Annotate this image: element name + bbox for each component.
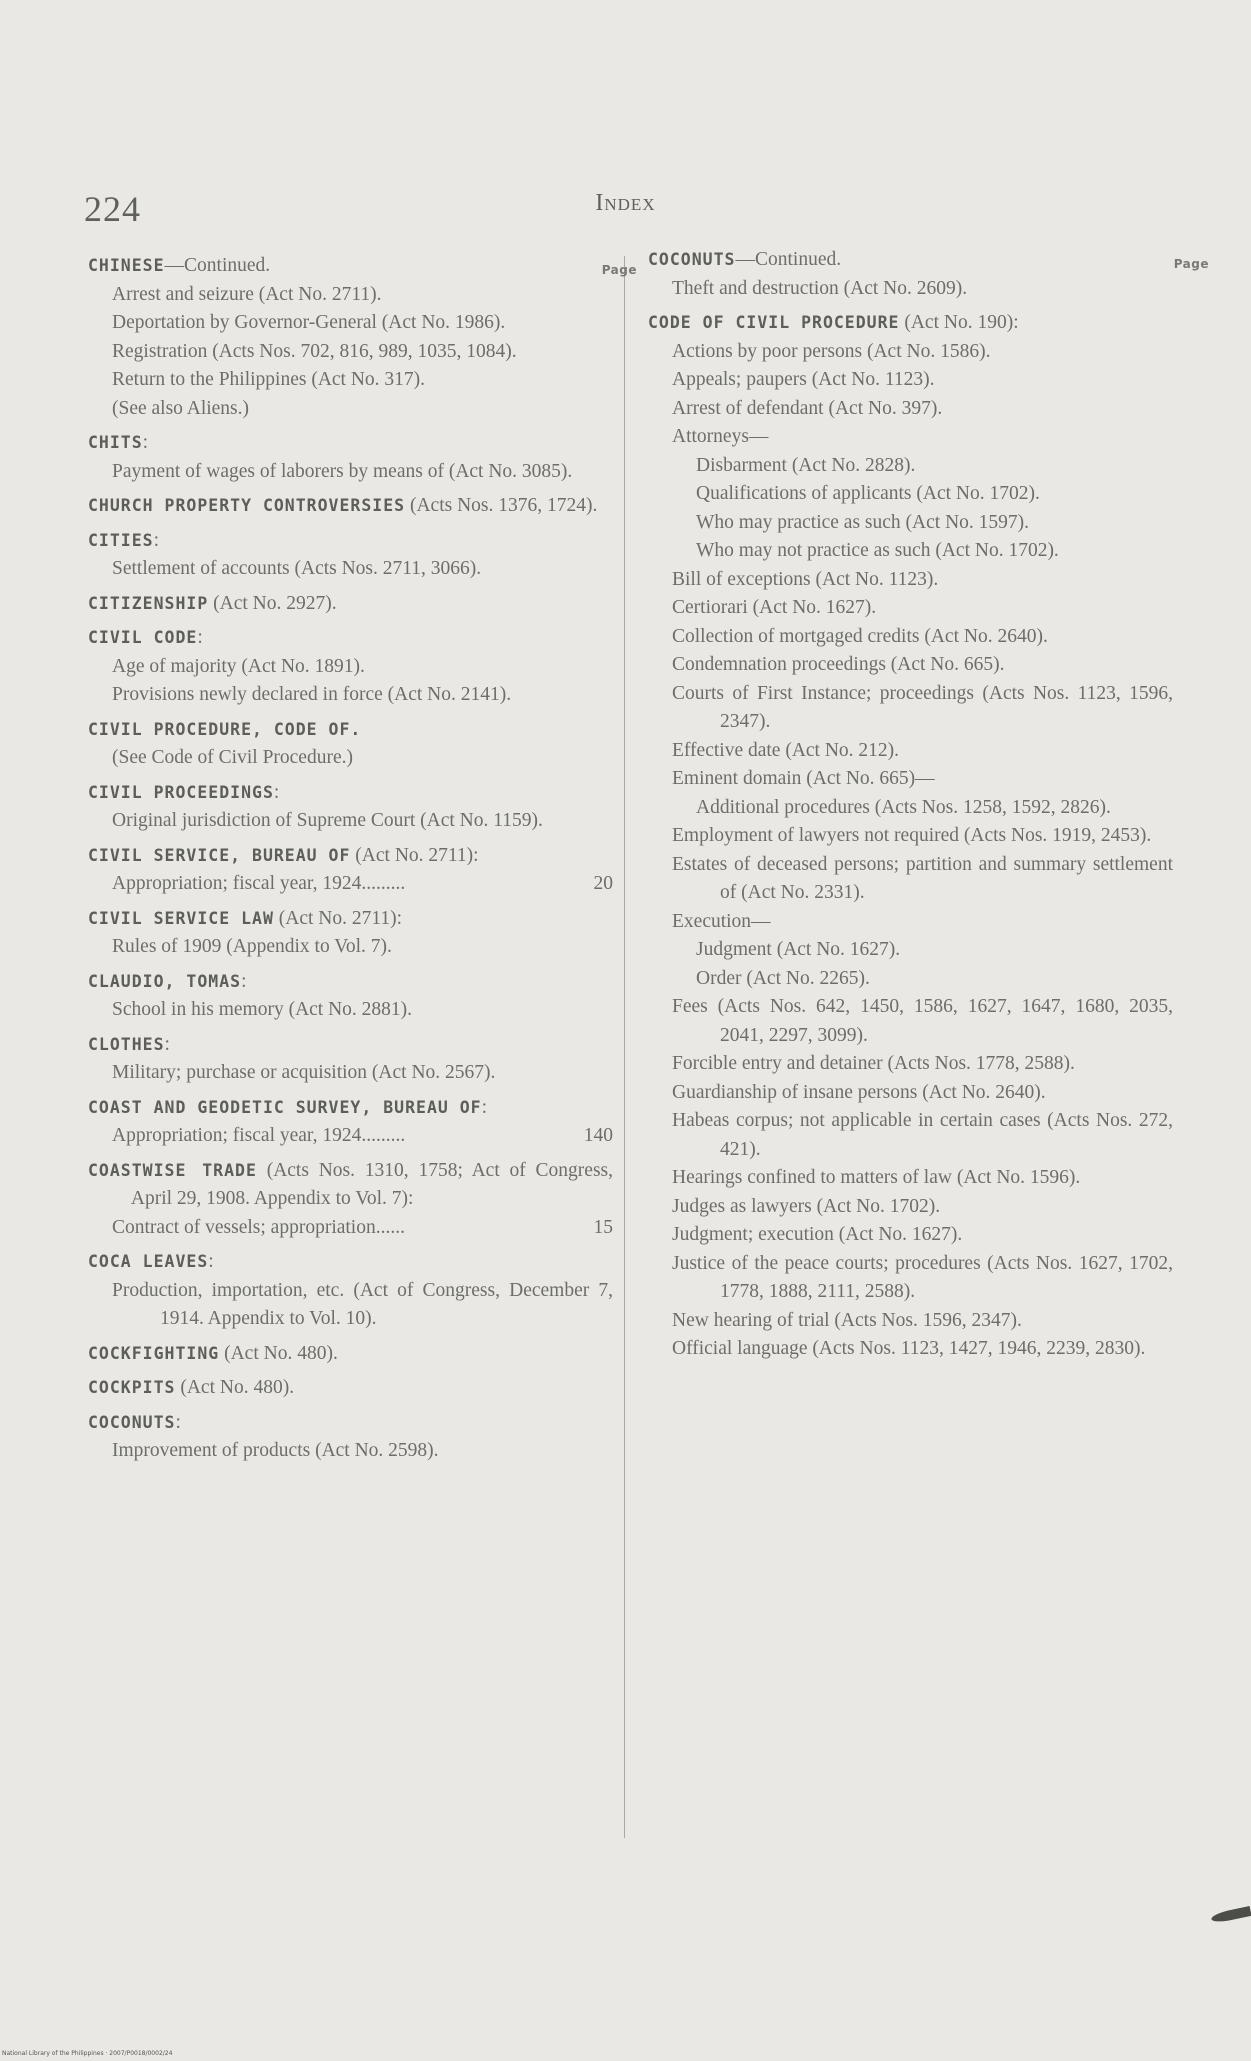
sub-entry-text: Contract of vessels; appropriation...... [112,1216,405,1238]
sub-entry [648,965,1173,994]
left-column [88,252,637,1472]
heading-label: CLOTHES [88,1034,165,1054]
sub-entry-text: Judgment (Act No. 1627). [696,939,901,960]
sub-entry-text: Judgment; execution (Act No. 1627). [672,1224,963,1245]
right-column [648,246,1209,1370]
index-entry [88,842,613,899]
sub-entry-text: Military; purchase or acquisition (Act No. 2567). [112,1062,496,1083]
index-entry [88,624,613,710]
sub-entry-text: Eminent domain (Act No. 665)— [672,768,935,789]
sub-entry-text: Production, importation, etc. (Act of Congress, December 7, 1914. Appendix to Vol. 10). [112,1279,613,1329]
sub-entry [648,1307,1173,1336]
heading-label: CIVIL PROCEEDINGS [88,782,274,802]
heading-suffix: —Continued. [735,249,842,270]
footer-credit: National Library of the Philippines · 2007/P0018/0002/24 [2,2050,173,2057]
index-entry [88,429,613,486]
index-entry [88,1094,613,1151]
sub-entry [88,555,613,584]
sub-entry [648,680,1173,737]
sub-entry [88,1122,613,1151]
sub-entry [648,566,1173,595]
heading-label: COCA LEAVES [88,1252,209,1271]
heading-label: CODE OF CIVIL PROCEDURE [648,313,900,332]
heading-label: COCONUTS [88,1412,176,1432]
entry-heading [88,716,613,745]
heading-suffix: : [142,432,149,453]
heading-label: CIVIL SERVICE LAW [88,908,274,928]
sub-entry-text: Who may practice as such (Act No. 1597). [696,511,1030,533]
sub-entry [648,509,1173,538]
sub-entry [648,480,1173,509]
sub-entry [88,1059,613,1088]
heading-label: COCKFIGHTING [88,1343,220,1363]
sub-entry [88,1214,613,1243]
sub-entry-text: Fees (Acts Nos. 642, 1450, 1586, 1627, 1647, 1680, 2035, 2041, 2297, 3099). [672,996,1173,1046]
sub-entry [88,807,613,836]
sub-entry-text: Payment of wages of laborers by means of (Act No. 3085). [112,460,573,482]
index-entry [88,1031,613,1088]
sub-entry [648,936,1173,965]
sub-entry-text: Provisions newly declared in force (Act No. 2141). [112,684,512,705]
index-entry [648,246,1173,303]
heading-label: COASTWISE TRADE [88,1160,257,1180]
sub-entry-text: Settlement of accounts (Acts Nos. 2711, 3066). [112,558,482,579]
heading-label: CHURCH PROPERTY CONTROVERSIES [88,496,406,515]
heading-suffix: (Acts Nos. 1376, 1724). [405,495,598,516]
sub-entry-text: Age of majority (Act No. 1891). [112,655,365,677]
sub-entry [88,996,613,1025]
heading-suffix: (Acts Nos. 1310, 1758; Act of Congress, April 29, 1908. Appendix to Vol. 7): [130,1159,613,1209]
sub-entry-text: Additional procedures (Acts Nos. 1258, 1592, 2826). [696,796,1111,818]
heading-suffix: (Act No. 190): [899,312,1019,333]
sub-entry-text: Execution— [672,910,771,932]
heading-suffix: (Act No. 2711): [350,844,479,866]
heading-label: COCONUTS [648,250,736,269]
heading-suffix: : [164,1033,170,1055]
heading-suffix: (Act No. 480). [219,1342,338,1364]
index-entry [88,1340,613,1369]
sub-entry [648,395,1173,424]
sub-entry-text: Disbarment (Act No. 2828). [696,454,916,476]
sub-entry-text: Forcible entry and detainer (Acts Nos. 1778, 2588). [672,1053,1075,1074]
sub-entry-text: Theft and destruction (Act No. 2609). [672,277,968,299]
heading-label: CLAUDIO, TOMAS [88,971,242,991]
heading-suffix: (Act No. 480). [175,1377,295,1398]
page-column-label: Page [1173,257,1209,271]
heading-suffix: (Act No. 2927). [208,592,337,614]
page-column-label: Page [601,263,637,277]
sub-entry-text: Actions by poor persons (Act No. 1586). [672,340,991,362]
sub-entry-text: Who may not practice as such (Act No. 1702). [696,540,1059,561]
sub-entry-text: Appropriation; fiscal year, 1924......... [112,873,406,894]
heading-suffix: : [241,970,247,992]
running-head: Index [595,190,656,216]
index-entry [88,492,613,521]
entry-heading [88,1374,613,1403]
sub-entry [648,1193,1173,1222]
sub-entry-text: Effective date (Act No. 212). [672,739,900,761]
sub-entry-text: Attorneys— [672,426,769,447]
sub-entry-text: Improvement of products (Act No. 2598). [112,1440,439,1461]
sub-entry [648,594,1173,623]
heading-label: CITIZENSHIP [88,593,209,613]
sub-entry [648,1335,1173,1364]
sub-entry [88,309,613,338]
sub-entry-text: Habeas corpus; not applicable in certain cases (Acts Nos. 272, 421). [672,1110,1173,1160]
sub-entry [648,452,1173,481]
heading-label: CHINESE [88,256,165,275]
sub-entry [648,366,1173,395]
index-entry [88,590,613,619]
heading-label: CIVIL SERVICE, BUREAU OF [88,845,351,865]
sub-entry-text: Arrest of defendant (Act No. 397). [672,397,943,419]
sub-entry-text: Employment of lawyers not required (Acts Nos. 1919, 2453). [672,825,1152,846]
sub-entry-text: Order (Act No. 2265). [696,967,870,989]
sub-entry-text: Appropriation; fiscal year, 1924......... [112,1125,406,1146]
sub-entry-text: Condemnation proceedings (Act No. 665). [672,654,1005,675]
index-entry [88,1248,613,1334]
sub-entry-text: Original jurisdiction of Supreme Court (Act No. 1159). [112,810,543,831]
sub-entry-text: School in his memory (Act No. 2881). [112,999,413,1020]
index-entry [88,779,613,836]
sub-entry [648,794,1173,823]
entry-heading [88,905,613,934]
sub-entry [88,1437,613,1466]
entry-heading [88,1340,613,1369]
sub-entry-text: Hearings confined to matters of law (Act No. 1596). [672,1167,1081,1188]
sub-entry [648,737,1173,766]
sub-entry [648,275,1173,304]
page-number: 224 [84,189,141,229]
entry-heading [88,1409,613,1438]
index-entry [88,252,613,423]
sub-entry-text: Appeals; paupers (Act No. 1123). [672,369,935,390]
sub-entry-text: New hearing of trial (Acts Nos. 1596, 2347). [672,1309,1022,1331]
sub-entry [88,744,613,773]
sub-entry-text: Judges as lawyers (Act No. 1702). [672,1195,941,1217]
sub-entry [88,653,613,682]
index-entry [88,905,613,962]
sub-entry-text: Certiorari (Act No. 1627). [672,597,877,618]
entry-heading [88,1248,613,1277]
sub-entry-text: (See also Aliens.) [112,397,250,419]
sub-entry [648,1250,1173,1307]
sub-entry-text: Estates of deceased persons; partition and summary settlement of (Act No. 2331). [672,853,1173,903]
sub-entry-text: Return to the Philippines (Act No. 317). [112,369,426,390]
page-reference: 140 [583,1125,613,1146]
heading-suffix: : [481,1096,488,1118]
sub-entry [648,423,1173,452]
sub-entry [88,1277,613,1334]
entry-heading [88,1094,613,1123]
entry-heading [648,246,1173,275]
sub-entry-text: (See Code of Civil Procedure.) [112,747,353,768]
sub-entry-text: Guardianship of insane persons (Act No. 2640). [672,1081,1046,1103]
sub-entry-text: Official language (Acts Nos. 1123, 1427, 1946, 2239, 2830). [672,1338,1146,1359]
sub-entry [648,765,1173,794]
index-entry [88,1374,613,1403]
index-entry [88,716,613,773]
sub-entry-text: Rules of 1909 (Appendix to Vol. 7). [112,936,392,957]
heading-label: CHITS [88,433,143,452]
entry-heading [88,252,613,281]
sub-entry-text: Bill of exceptions (Act No. 1123). [672,568,939,590]
sub-entry [648,1107,1173,1164]
sub-entry [648,537,1173,566]
sub-entry [88,338,613,367]
entry-heading [88,624,613,653]
entry-heading [88,527,613,556]
heading-label: CIVIL PROCEDURE, CODE OF. [88,719,362,739]
heading-label: COCKPITS [88,1378,176,1397]
heading-suffix: (Act No. 2711): [273,907,403,929]
entry-heading [88,1031,613,1060]
entry-heading [88,968,613,997]
heading-suffix: : [153,529,160,551]
heading-suffix: —Continued. [164,255,271,276]
heading-suffix: : [273,781,280,803]
sub-entry [648,651,1173,680]
heading-suffix: : [175,1411,181,1433]
index-entry [648,309,1173,1364]
index-entry [88,1157,613,1243]
entry-heading [88,842,613,871]
heading-label: COAST AND GEODETIC SURVEY, BUREAU OF [88,1097,482,1117]
sub-entry-text: Courts of First Instance; proceedings (Acts Nos. 1123, 1596, 2347). [672,682,1173,732]
sub-entry [648,851,1173,908]
index-entry [88,968,613,1025]
heading-suffix: : [208,1251,214,1272]
column-rule [624,256,625,1838]
sub-entry [648,908,1173,937]
entry-heading [88,590,613,619]
sub-entry [88,281,613,310]
sub-entry [88,681,613,710]
page-reference: 20 [593,873,613,894]
heading-label: CITIES [88,530,154,550]
sub-entry-text: Deportation by Governor-General (Act No. 1986). [112,312,506,333]
entry-heading [88,1157,613,1214]
sub-entry [88,870,613,899]
sub-entry-text: Justice of the peace courts; procedures (Acts Nos. 1627, 1702, 1778, 1888, 2111, 2588). [672,1252,1173,1302]
sub-entry [648,822,1173,851]
sub-entry [88,458,613,487]
sub-entry [88,933,613,962]
entry-heading [88,492,613,521]
index-entry [88,527,613,584]
sub-entry-text: Registration (Acts Nos. 702, 816, 989, 1035, 1084). [112,340,517,362]
sub-entry [648,993,1173,1050]
index-entry [88,1409,613,1466]
smudge-mark [1210,1906,1251,1924]
sub-entry [648,1079,1173,1108]
entry-heading [648,309,1173,338]
sub-entry [648,1221,1173,1250]
sub-entry [648,1164,1173,1193]
sub-entry [648,1050,1173,1079]
sub-entry [648,338,1173,367]
entry-heading [88,779,613,808]
sub-entry [88,366,613,395]
entry-heading [88,429,613,458]
sub-entry-text: Collection of mortgaged credits (Act No. 2640). [672,625,1048,647]
sub-entry [88,395,613,424]
sub-entry [648,623,1173,652]
sub-entry-text: Arrest and seizure (Act No. 2711). [112,283,382,305]
heading-label: CIVIL CODE [88,628,198,647]
sub-entry-text: Qualifications of applicants (Act No. 1702). [696,483,1040,504]
heading-suffix: : [197,627,203,648]
page-reference: 15 [593,1216,613,1238]
